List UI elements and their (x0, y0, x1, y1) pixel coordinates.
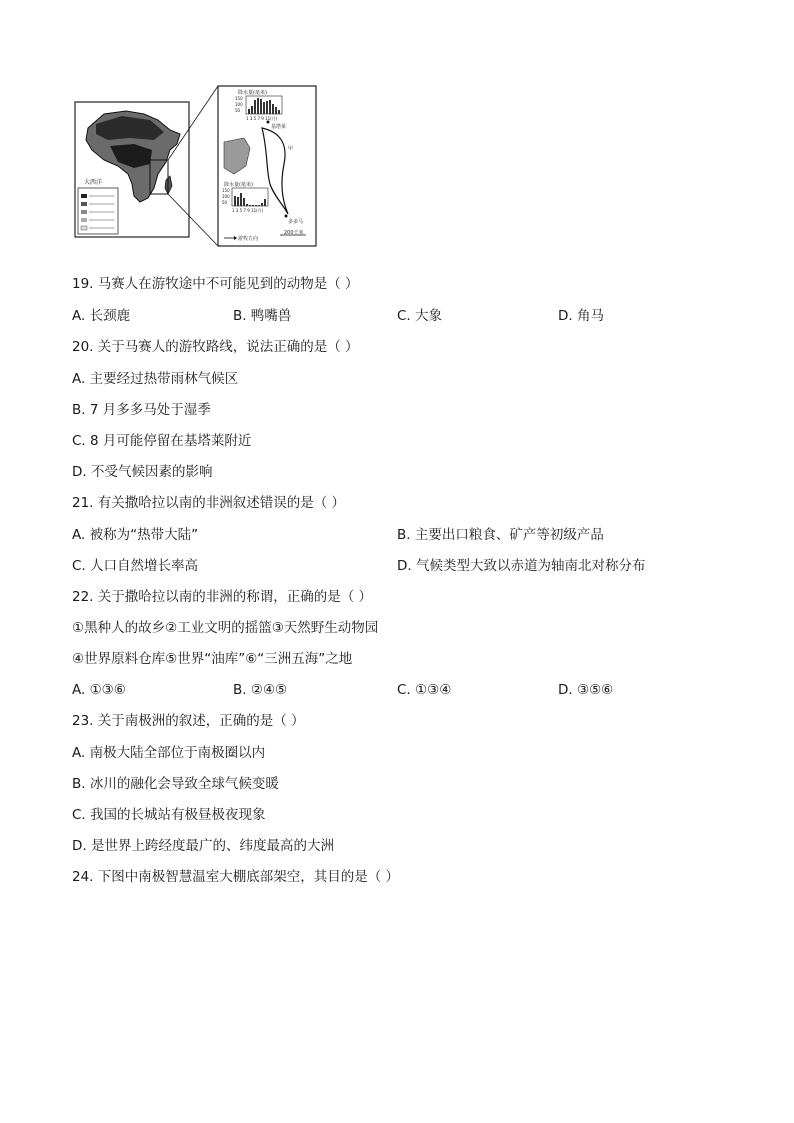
africa-route-map (74, 84, 324, 249)
question-21-stem: 21. 有关撒哈拉以南的非洲叙述错误的是（ ） (72, 495, 346, 511)
q21-option-c[interactable]: C. 人口自然增长率高 (72, 558, 199, 574)
svg-text:100: 100 (222, 194, 230, 199)
q20-option-d[interactable]: D. 不受气候因素的影响 (72, 464, 213, 480)
q20-option-a[interactable]: A. 主要经过热带雨林气候区 (72, 371, 239, 387)
q23-option-b[interactable]: B. 冰川的融化会导致全球气候变暖 (72, 776, 279, 792)
q19-option-d[interactable]: D. 角马 (558, 308, 604, 324)
place-dodoma: 多多马 (288, 219, 304, 225)
q22-option-d[interactable]: D. ③⑤⑥ (558, 682, 614, 698)
q23-option-c[interactable]: C. 我国的长城站有极昼极夜现象 (72, 807, 266, 823)
question-24-stem: 24. 下图中南极智慧温室大棚底部架空，其目的是（ ） (72, 869, 400, 885)
question-23-stem: 23. 关于南极洲的叙述，正确的是（ ） (72, 713, 305, 729)
question-20-stem: 20. 关于马赛人的游牧路线，说法正确的是（ ） (72, 339, 359, 355)
svg-text:150: 150 (235, 96, 243, 101)
legend-ocean-label: 大西洋 (84, 179, 103, 186)
q22-statements-1: ①黑种人的故乡②工业文明的摇篮③天然野生动物园 (72, 620, 379, 636)
svg-text:1 3 5 7 9 11(月): 1 3 5 7 9 11(月) (246, 116, 278, 121)
q21-option-a[interactable]: A. 被称为“热带大陆” (72, 527, 199, 543)
svg-text:50: 50 (235, 108, 241, 113)
q21-option-d[interactable]: D. 气候类型大致以赤道为轴南北对称分布 (397, 558, 646, 574)
q19-option-b[interactable]: B. 鸭嘴兽 (233, 308, 292, 324)
question-22-stem: 22. 关于撒哈拉以南的非洲的称谓，正确的是（ ） (72, 589, 373, 605)
svg-text:50: 50 (222, 200, 228, 205)
q22-statements-2: ④世界原料仓库⑤世界“油库”⑥“三洲五海”之地 (72, 651, 353, 667)
q19-option-a[interactable]: A. 长颈鹿 (72, 308, 131, 324)
q22-option-a[interactable]: A. ①③⑥ (72, 682, 126, 698)
question-19-stem: 19. 马赛人在游牧途中不可能见到的动物是（ ） (72, 276, 359, 292)
svg-text:100: 100 (235, 102, 243, 107)
bottom-chart-title: 降水量(毫米) (224, 182, 253, 188)
place-kitale: 基塔莱 (271, 124, 287, 130)
route-direction-label: 游牧方向 (238, 236, 259, 242)
q19-option-c[interactable]: C. 大象 (397, 308, 443, 324)
map-figure (74, 84, 324, 249)
scale-label: 200千米 (284, 230, 304, 236)
q23-option-a[interactable]: A. 南极大陆全部位于南极圈以内 (72, 745, 266, 761)
q21-option-b[interactable]: B. 主要出口粮食、矿产等初级产品 (397, 527, 604, 543)
q20-option-b[interactable]: B. 7 月多多马处于湿季 (72, 402, 211, 418)
top-chart-title: 降水量(毫米) (238, 90, 267, 96)
q22-option-c[interactable]: C. ①③④ (397, 682, 452, 698)
svg-text:1 3 5 7 9 11(月): 1 3 5 7 9 11(月) (232, 208, 264, 213)
q23-option-d[interactable]: D. 是世界上跨经度最广的、纬度最高的大洲 (72, 838, 334, 854)
q22-option-b[interactable]: B. ②④⑤ (233, 682, 288, 698)
route-letter: 甲 (288, 146, 294, 152)
svg-text:150: 150 (222, 188, 230, 193)
q20-option-c[interactable]: C. 8 月可能停留在基塔莱附近 (72, 433, 252, 449)
